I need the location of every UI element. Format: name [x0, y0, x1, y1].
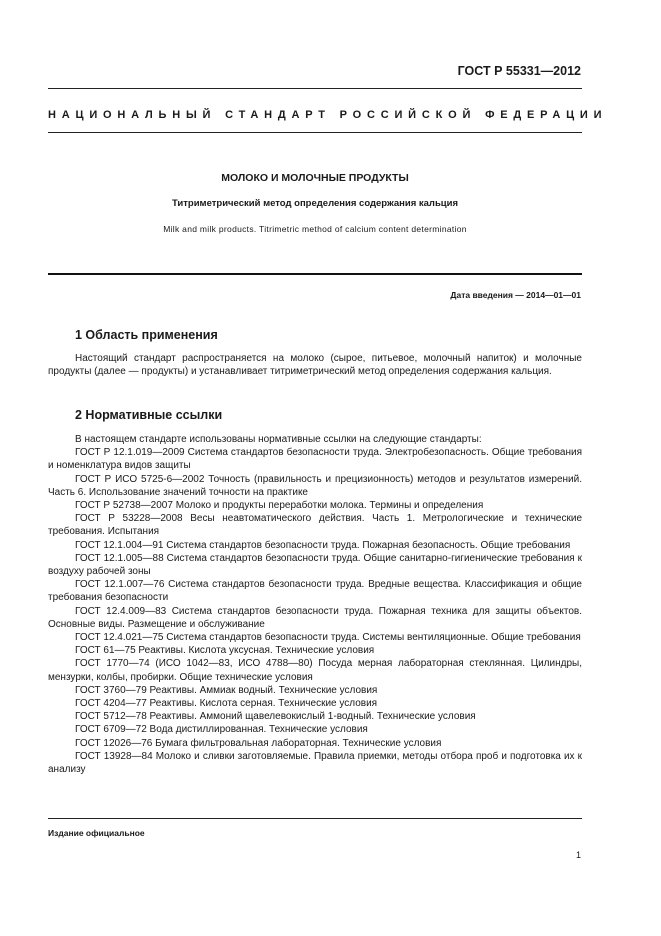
reference-item: ГОСТ 12.4.009—83 Система стандартов безопасности труда. Пожарная техника для защиты объектов. Основные виды. Размещение и обслуживание	[48, 605, 582, 630]
official-edition-label: Издание официальное	[48, 828, 145, 838]
section-1-body	[48, 352, 582, 378]
reference-item: ГОСТ 12.1.005—88 Система стандартов безопасности труда. Общие санитарно-гигиенические требования к воздуху рабочей зоны	[48, 552, 582, 578]
header-divider-bottom	[48, 132, 582, 133]
section-2-heading: 2 Нормативные ссылки	[75, 408, 223, 422]
document-subtitle: Титриметрический метод определения содержания кальция	[171, 198, 459, 209]
footer-divider	[48, 818, 582, 819]
national-standard-heading: НАЦИОНАЛЬНЫЙ СТАНДАРТ РОССИЙСКОЙ ФЕДЕРАЦИИ	[48, 109, 608, 121]
section-1-heading: 1 Область применения	[75, 328, 218, 342]
reference-item: ГОСТ 6709—72 Вода дистиллированная. Технические условия	[75, 724, 368, 736]
reference-item: ГОСТ 13928—84 Молоко и сливки заготовляемые. Правила приемки, методы отбора проб и подготовка их к анализу	[48, 750, 582, 776]
page-number: 1	[575, 850, 581, 860]
document-title: МОЛОКО И МОЛОЧНЫЕ ПРОДУКТЫ	[221, 172, 409, 184]
reference-item: ГОСТ 61—75 Реактивы. Кислота уксусная. Технические условия	[75, 645, 375, 657]
section-1-paragraph: Настоящий стандарт распространяется на молоко (сырое, питьевое, молочный напиток) и молочные продукты (далее — продукты) и устанавливает титриметрический метод определения содержания кальция.	[48, 353, 582, 378]
document-title-english: Milk and milk products. Titrimetric method of calcium content determination	[163, 224, 467, 234]
reference-item: ГОСТ 12.1.004—91 Система стандартов безопасности труда. Пожарная безопасность. Общие требования	[75, 539, 571, 551]
reference-item: ГОСТ 12026—76 Бумага фильтровальная лабораторная. Технические условия	[75, 737, 442, 749]
header-divider	[48, 88, 582, 89]
reference-item: ГОСТ 4204—77 Реактивы. Кислота серная. Технические условия	[75, 698, 378, 710]
section-2-body	[48, 433, 582, 776]
reference-item: ГОСТ 12.1.007—76 Система стандартов безопасности труда. Вредные вещества. Классификация и общие требования безопасности	[48, 579, 582, 604]
introduction-date: Дата введения — 2014—01—01	[450, 290, 581, 300]
reference-item: ГОСТ 12.4.021—75 Система стандартов безопасности труда. Системы вентиляционные. Общие требования	[75, 632, 581, 644]
reference-item: ГОСТ 1770—74 (ИСО 1042—83, ИСО 4788—80) Посуда мерная лабораторная стеклянная. Цилиндры, мензурки, колбы, пробирки. Общие технические условия	[48, 658, 582, 683]
reference-item: ГОСТ Р 12.1.019—2009 Система стандартов безопасности труда. Электробезопасность. Общие требования и номенклатура видов защиты	[48, 447, 582, 472]
reference-item: ГОСТ Р 52738—2007 Молоко и продукты переработки молока. Термины и определения	[75, 500, 484, 512]
reference-item: ГОСТ 3760—79 Реактивы. Аммиак водный. Технические условия	[75, 684, 378, 696]
reference-item: ГОСТ Р 53228—2008 Весы неавтоматического действия. Часть 1. Метрологические и технические требования. Испытания	[48, 513, 582, 538]
section-2-intro: В настоящем стандарте использованы нормативные ссылки на следующие стандарты:	[75, 434, 482, 445]
reference-item: ГОСТ Р ИСО 5725-6—2002 Точность (правильность и прецизионность) методов и результатов измерений. Часть 6. Использование значений точности на практике	[48, 473, 582, 498]
reference-item: ГОСТ 5712—78 Реактивы. Аммоний щавелевокислый 1-водный. Технические условия	[75, 711, 476, 723]
title-divider	[48, 273, 582, 275]
document-code: ГОСТ Р 55331—2012	[457, 64, 581, 78]
